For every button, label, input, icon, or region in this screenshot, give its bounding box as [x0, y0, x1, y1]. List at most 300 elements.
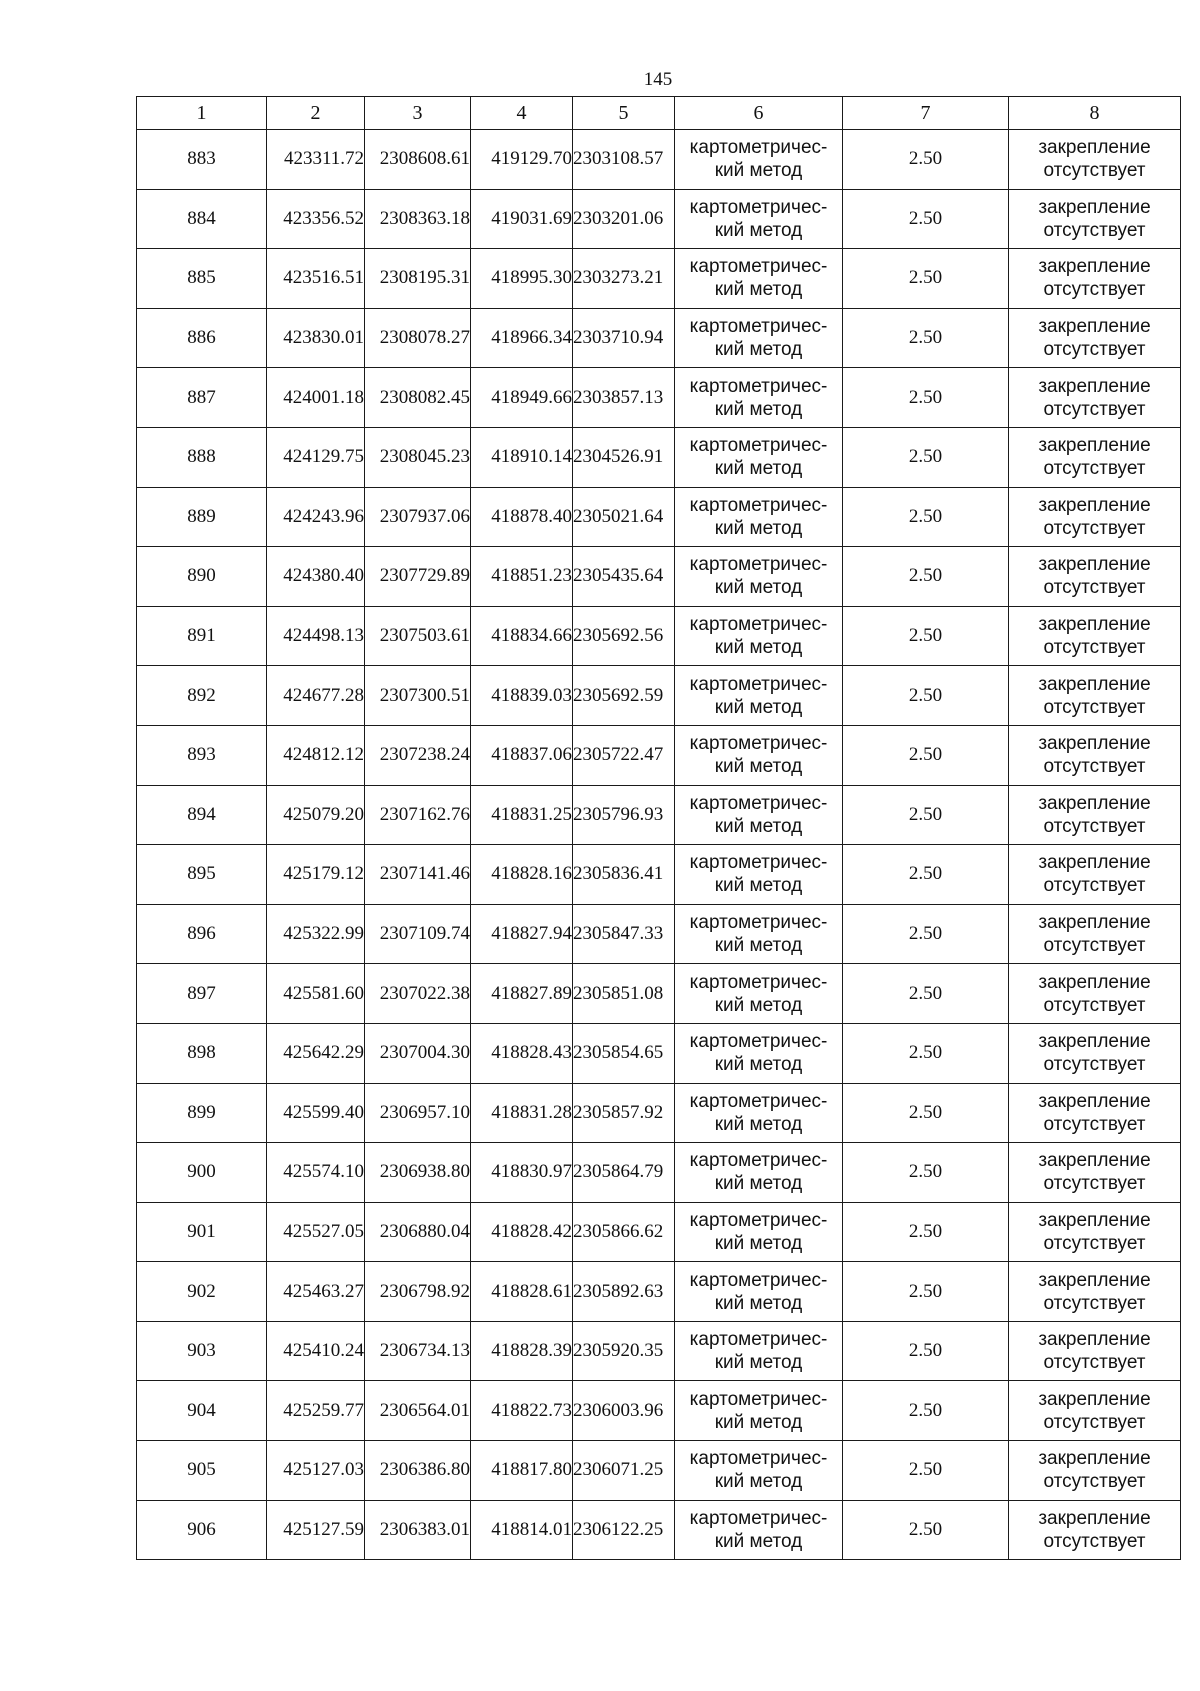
method-line-1: картометричес-	[689, 614, 828, 636]
x2-cell: 418828.61	[471, 1262, 573, 1322]
fixation-cell	[1009, 427, 1181, 487]
column-header: 3	[365, 97, 471, 130]
x2-cell: 418822.73	[471, 1381, 573, 1441]
method-line-2: кий метод	[714, 1232, 803, 1254]
fixation-cell	[1009, 904, 1181, 964]
accuracy-cell: 2.50	[843, 1441, 1009, 1501]
method-cell	[675, 845, 843, 905]
y-cell: 2307162.76	[365, 785, 471, 845]
y-cell: 2306383.01	[365, 1500, 471, 1560]
method-line-1: картометричес-	[689, 1090, 828, 1112]
method-cell	[675, 1500, 843, 1560]
method-cell	[675, 130, 843, 190]
method-line-1: картометричес-	[689, 1269, 828, 1291]
column-header: 7	[843, 97, 1009, 130]
fixation-cell	[1009, 1441, 1181, 1501]
method-line-1: картометричес-	[689, 196, 828, 218]
column-header: 1	[137, 97, 267, 130]
table-body	[137, 130, 1181, 1560]
method-line-2: кий метод	[714, 398, 803, 420]
fixation-line-2: отсутствует	[1043, 935, 1146, 957]
accuracy-cell: 2.50	[843, 1023, 1009, 1083]
table-row	[137, 427, 1181, 487]
y2-cell: 2303108.57	[573, 130, 675, 190]
point-number-cell: 885	[137, 249, 267, 309]
x-cell: 425259.77	[267, 1381, 365, 1441]
table-row	[137, 606, 1181, 666]
fixation-line-2: отсутствует	[1043, 756, 1146, 778]
x2-cell: 418828.39	[471, 1321, 573, 1381]
accuracy-cell: 2.50	[843, 1381, 1009, 1441]
x-cell: 424677.28	[267, 666, 365, 726]
point-number-cell: 883	[137, 130, 267, 190]
fixation-line-1: закрепление	[1038, 912, 1151, 934]
y-cell: 2307238.24	[365, 725, 471, 785]
table-row	[137, 785, 1181, 845]
method-line-1: картометричес-	[689, 316, 828, 338]
fixation-cell	[1009, 1381, 1181, 1441]
fixation-line-2: отсутствует	[1043, 637, 1146, 659]
fixation-cell	[1009, 964, 1181, 1024]
y-cell: 2308608.61	[365, 130, 471, 190]
x-cell: 425599.40	[267, 1083, 365, 1143]
y2-cell: 2305722.47	[573, 725, 675, 785]
y2-cell: 2305692.59	[573, 666, 675, 726]
method-line-2: кий метод	[714, 279, 803, 301]
point-number-cell: 901	[137, 1202, 267, 1262]
point-number-cell: 904	[137, 1381, 267, 1441]
fixation-line-1: закрепление	[1038, 137, 1151, 159]
y2-cell: 2305892.63	[573, 1262, 675, 1322]
method-cell	[675, 964, 843, 1024]
accuracy-cell: 2.50	[843, 368, 1009, 428]
y-cell: 2307300.51	[365, 666, 471, 726]
y2-cell: 2305857.92	[573, 1083, 675, 1143]
accuracy-cell: 2.50	[843, 1321, 1009, 1381]
method-cell	[675, 1262, 843, 1322]
fixation-cell	[1009, 1023, 1181, 1083]
fixation-cell	[1009, 487, 1181, 547]
fixation-line-1: закрепление	[1038, 256, 1151, 278]
fixation-line-2: отсутствует	[1043, 1173, 1146, 1195]
y2-cell: 2305854.65	[573, 1023, 675, 1083]
method-cell	[675, 666, 843, 726]
y-cell: 2308363.18	[365, 189, 471, 249]
table-row	[137, 1381, 1181, 1441]
x2-cell: 418830.97	[471, 1143, 573, 1203]
accuracy-cell: 2.50	[843, 606, 1009, 666]
fixation-line-2: отсутствует	[1043, 875, 1146, 897]
method-cell	[675, 785, 843, 845]
y2-cell: 2303273.21	[573, 249, 675, 309]
method-line-1: картометричес-	[689, 256, 828, 278]
x-cell: 424243.96	[267, 487, 365, 547]
fixation-line-1: закрепление	[1038, 673, 1151, 695]
x-cell: 425127.03	[267, 1441, 365, 1501]
y-cell: 2306564.01	[365, 1381, 471, 1441]
fixation-line-1: закрепление	[1038, 1090, 1151, 1112]
point-number-cell: 894	[137, 785, 267, 845]
x-cell: 425574.10	[267, 1143, 365, 1203]
method-line-1: картометричес-	[689, 1150, 828, 1172]
method-line-2: кий метод	[714, 875, 803, 897]
y-cell: 2306798.92	[365, 1262, 471, 1322]
accuracy-cell: 2.50	[843, 725, 1009, 785]
page-number: 145	[643, 69, 673, 90]
fixation-line-1: закрепление	[1038, 1448, 1151, 1470]
fixation-line-2: отсутствует	[1043, 517, 1146, 539]
y-cell: 2308045.23	[365, 427, 471, 487]
y-cell: 2306734.13	[365, 1321, 471, 1381]
table-row	[137, 1202, 1181, 1262]
method-cell	[675, 547, 843, 607]
y2-cell: 2305864.79	[573, 1143, 675, 1203]
point-number-cell: 903	[137, 1321, 267, 1381]
method-cell	[675, 427, 843, 487]
fixation-cell	[1009, 1202, 1181, 1262]
method-line-2: кий метод	[714, 756, 803, 778]
x2-cell: 418949.66	[471, 368, 573, 428]
fixation-line-1: закрепление	[1038, 1507, 1151, 1529]
method-line-1: картометричес-	[689, 733, 828, 755]
method-cell	[675, 1143, 843, 1203]
coordinates-table	[136, 96, 1181, 1560]
x2-cell: 418837.06	[471, 725, 573, 785]
column-header: 8	[1009, 97, 1181, 130]
table-row	[137, 1262, 1181, 1322]
fixation-cell	[1009, 547, 1181, 607]
accuracy-cell: 2.50	[843, 189, 1009, 249]
point-number-cell: 900	[137, 1143, 267, 1203]
x-cell: 425127.59	[267, 1500, 365, 1560]
x-cell: 425581.60	[267, 964, 365, 1024]
y-cell: 2307503.61	[365, 606, 471, 666]
x-cell: 424380.40	[267, 547, 365, 607]
fixation-line-1: закрепление	[1038, 494, 1151, 516]
method-cell	[675, 904, 843, 964]
x2-cell: 418834.66	[471, 606, 573, 666]
y-cell: 2307004.30	[365, 1023, 471, 1083]
accuracy-cell: 2.50	[843, 249, 1009, 309]
method-cell	[675, 1381, 843, 1441]
point-number-cell: 899	[137, 1083, 267, 1143]
fixation-line-1: закрепление	[1038, 554, 1151, 576]
point-number-cell: 898	[137, 1023, 267, 1083]
point-number-cell: 890	[137, 547, 267, 607]
accuracy-cell: 2.50	[843, 845, 1009, 905]
table-row	[137, 308, 1181, 368]
fixation-line-2: отсутствует	[1043, 1292, 1146, 1314]
accuracy-cell: 2.50	[843, 904, 1009, 964]
accuracy-cell: 2.50	[843, 1143, 1009, 1203]
table-row	[137, 1083, 1181, 1143]
fixation-line-2: отсутствует	[1043, 1411, 1146, 1433]
fixation-line-1: закрепление	[1038, 196, 1151, 218]
y-cell: 2307729.89	[365, 547, 471, 607]
fixation-line-1: закрепление	[1038, 316, 1151, 338]
y-cell: 2307109.74	[365, 904, 471, 964]
y2-cell: 2305920.35	[573, 1321, 675, 1381]
y-cell: 2306957.10	[365, 1083, 471, 1143]
method-line-2: кий метод	[714, 1471, 803, 1493]
x2-cell: 418878.40	[471, 487, 573, 547]
y-cell: 2308082.45	[365, 368, 471, 428]
x-cell: 423356.52	[267, 189, 365, 249]
point-number-cell: 884	[137, 189, 267, 249]
method-line-1: картометричес-	[689, 971, 828, 993]
x-cell: 425322.99	[267, 904, 365, 964]
method-cell	[675, 487, 843, 547]
x-cell: 425179.12	[267, 845, 365, 905]
method-line-2: кий метод	[714, 339, 803, 361]
method-line-2: кий метод	[714, 637, 803, 659]
fixation-cell	[1009, 785, 1181, 845]
method-line-2: кий метод	[714, 160, 803, 182]
y2-cell: 2306122.25	[573, 1500, 675, 1560]
x2-cell: 418831.28	[471, 1083, 573, 1143]
x-cell: 424498.13	[267, 606, 365, 666]
y-cell: 2307022.38	[365, 964, 471, 1024]
fixation-cell	[1009, 1143, 1181, 1203]
fixation-line-2: отсутствует	[1043, 815, 1146, 837]
fixation-cell	[1009, 666, 1181, 726]
fixation-cell	[1009, 130, 1181, 190]
accuracy-cell: 2.50	[843, 487, 1009, 547]
fixation-cell	[1009, 606, 1181, 666]
point-number-cell: 906	[137, 1500, 267, 1560]
method-line-2: кий метод	[714, 517, 803, 539]
fixation-line-1: закрепление	[1038, 971, 1151, 993]
table-row	[137, 1441, 1181, 1501]
y2-cell: 2305435.64	[573, 547, 675, 607]
point-number-cell: 895	[137, 845, 267, 905]
fixation-line-1: закрепление	[1038, 435, 1151, 457]
y2-cell: 2303710.94	[573, 308, 675, 368]
x2-cell: 419031.69	[471, 189, 573, 249]
x-cell: 425079.20	[267, 785, 365, 845]
point-number-cell: 893	[137, 725, 267, 785]
x-cell: 423830.01	[267, 308, 365, 368]
table-row	[137, 547, 1181, 607]
method-line-1: картометричес-	[689, 1448, 828, 1470]
method-cell	[675, 1083, 843, 1143]
fixation-line-1: закрепление	[1038, 375, 1151, 397]
fixation-line-2: отсутствует	[1043, 398, 1146, 420]
fixation-cell	[1009, 189, 1181, 249]
y2-cell: 2303857.13	[573, 368, 675, 428]
fixation-cell	[1009, 1083, 1181, 1143]
method-cell	[675, 606, 843, 666]
method-line-2: кий метод	[714, 577, 803, 599]
table-row	[137, 368, 1181, 428]
fixation-line-1: закрепление	[1038, 1209, 1151, 1231]
table-row	[137, 1321, 1181, 1381]
fixation-line-2: отсутствует	[1043, 219, 1146, 241]
accuracy-cell: 2.50	[843, 666, 1009, 726]
fixation-line-1: закрепление	[1038, 1031, 1151, 1053]
x-cell: 424812.12	[267, 725, 365, 785]
x-cell: 425463.27	[267, 1262, 365, 1322]
fixation-line-1: закрепление	[1038, 792, 1151, 814]
x-cell: 425410.24	[267, 1321, 365, 1381]
x2-cell: 418828.42	[471, 1202, 573, 1262]
method-cell	[675, 1023, 843, 1083]
table-row	[137, 1500, 1181, 1560]
x-cell: 425642.29	[267, 1023, 365, 1083]
table-row	[137, 189, 1181, 249]
fixation-line-2: отсутствует	[1043, 994, 1146, 1016]
fixation-cell	[1009, 368, 1181, 428]
method-line-2: кий метод	[714, 1530, 803, 1552]
column-header: 2	[267, 97, 365, 130]
method-cell	[675, 189, 843, 249]
table-row	[137, 666, 1181, 726]
y2-cell: 2305836.41	[573, 845, 675, 905]
column-header: 5	[573, 97, 675, 130]
accuracy-cell: 2.50	[843, 964, 1009, 1024]
fixation-line-2: отсутствует	[1043, 160, 1146, 182]
table-row	[137, 904, 1181, 964]
table-row	[137, 1023, 1181, 1083]
table-row	[137, 1143, 1181, 1203]
y2-cell: 2305692.56	[573, 606, 675, 666]
method-cell	[675, 1441, 843, 1501]
x2-cell: 418831.25	[471, 785, 573, 845]
method-line-1: картометричес-	[689, 673, 828, 695]
method-cell	[675, 249, 843, 309]
method-line-2: кий метод	[714, 815, 803, 837]
method-line-2: кий метод	[714, 219, 803, 241]
column-header: 6	[675, 97, 843, 130]
y-cell: 2307141.46	[365, 845, 471, 905]
x2-cell: 418966.34	[471, 308, 573, 368]
fixation-line-2: отсутствует	[1043, 1352, 1146, 1374]
fixation-cell	[1009, 725, 1181, 785]
table-header-row	[137, 97, 1181, 130]
point-number-cell: 896	[137, 904, 267, 964]
method-cell	[675, 1202, 843, 1262]
point-number-cell: 889	[137, 487, 267, 547]
y2-cell: 2303201.06	[573, 189, 675, 249]
method-line-2: кий метод	[714, 1054, 803, 1076]
fixation-line-1: закрепление	[1038, 614, 1151, 636]
table-row	[137, 249, 1181, 309]
y-cell: 2308078.27	[365, 308, 471, 368]
y2-cell: 2305021.64	[573, 487, 675, 547]
method-line-1: картометричес-	[689, 494, 828, 516]
fixation-line-2: отсутствует	[1043, 696, 1146, 718]
method-line-2: кий метод	[714, 935, 803, 957]
table-row	[137, 964, 1181, 1024]
point-number-cell: 892	[137, 666, 267, 726]
accuracy-cell: 2.50	[843, 1083, 1009, 1143]
fixation-line-1: закрепление	[1038, 852, 1151, 874]
accuracy-cell: 2.50	[843, 130, 1009, 190]
y2-cell: 2305866.62	[573, 1202, 675, 1262]
method-line-2: кий метод	[714, 1411, 803, 1433]
x2-cell: 418827.94	[471, 904, 573, 964]
fixation-line-1: закрепление	[1038, 1269, 1151, 1291]
fixation-cell	[1009, 1500, 1181, 1560]
fixation-line-1: закрепление	[1038, 733, 1151, 755]
x-cell: 424001.18	[267, 368, 365, 428]
fixation-cell	[1009, 308, 1181, 368]
x2-cell: 418828.43	[471, 1023, 573, 1083]
table-row	[137, 130, 1181, 190]
point-number-cell: 905	[137, 1441, 267, 1501]
y2-cell: 2305851.08	[573, 964, 675, 1024]
x2-cell: 418910.14	[471, 427, 573, 487]
y2-cell: 2305847.33	[573, 904, 675, 964]
method-line-1: картометричес-	[689, 375, 828, 397]
method-line-1: картометричес-	[689, 137, 828, 159]
method-line-1: картометричес-	[689, 554, 828, 576]
point-number-cell: 888	[137, 427, 267, 487]
fixation-line-2: отсутствует	[1043, 458, 1146, 480]
accuracy-cell: 2.50	[843, 1202, 1009, 1262]
table-row	[137, 487, 1181, 547]
fixation-cell	[1009, 249, 1181, 309]
x-cell: 424129.75	[267, 427, 365, 487]
fixation-line-1: закрепление	[1038, 1388, 1151, 1410]
table-row	[137, 725, 1181, 785]
y-cell: 2308195.31	[365, 249, 471, 309]
method-line-2: кий метод	[714, 1113, 803, 1135]
x2-cell: 418827.89	[471, 964, 573, 1024]
fixation-line-1: закрепление	[1038, 1329, 1151, 1351]
fixation-cell	[1009, 1262, 1181, 1322]
method-line-1: картометричес-	[689, 852, 828, 874]
fixation-line-1: закрепление	[1038, 1150, 1151, 1172]
x-cell: 423516.51	[267, 249, 365, 309]
method-line-2: кий метод	[714, 994, 803, 1016]
method-line-2: кий метод	[714, 458, 803, 480]
x-cell: 423311.72	[267, 130, 365, 190]
method-line-1: картометричес-	[689, 1209, 828, 1231]
x2-cell: 418995.30	[471, 249, 573, 309]
accuracy-cell: 2.50	[843, 1500, 1009, 1560]
accuracy-cell: 2.50	[843, 1262, 1009, 1322]
x2-cell: 418851.23	[471, 547, 573, 607]
y2-cell: 2306003.96	[573, 1381, 675, 1441]
method-line-1: картометричес-	[689, 792, 828, 814]
accuracy-cell: 2.50	[843, 308, 1009, 368]
y2-cell: 2306071.25	[573, 1441, 675, 1501]
fixation-line-2: отсутствует	[1043, 279, 1146, 301]
x-cell: 425527.05	[267, 1202, 365, 1262]
point-number-cell: 886	[137, 308, 267, 368]
method-cell	[675, 368, 843, 428]
method-line-2: кий метод	[714, 696, 803, 718]
method-line-2: кий метод	[714, 1292, 803, 1314]
fixation-line-2: отсутствует	[1043, 1232, 1146, 1254]
fixation-line-2: отсутствует	[1043, 339, 1146, 361]
fixation-line-2: отсутствует	[1043, 577, 1146, 599]
method-line-1: картометричес-	[689, 1507, 828, 1529]
fixation-line-2: отсутствует	[1043, 1113, 1146, 1135]
x2-cell: 418839.03	[471, 666, 573, 726]
method-line-2: кий метод	[714, 1173, 803, 1195]
method-cell	[675, 1321, 843, 1381]
method-line-1: картометричес-	[689, 435, 828, 457]
method-line-1: картометричес-	[689, 1329, 828, 1351]
y-cell: 2306938.80	[365, 1143, 471, 1203]
y-cell: 2306386.80	[365, 1441, 471, 1501]
method-cell	[675, 308, 843, 368]
y-cell: 2307937.06	[365, 487, 471, 547]
x2-cell: 418828.16	[471, 845, 573, 905]
accuracy-cell: 2.50	[843, 785, 1009, 845]
